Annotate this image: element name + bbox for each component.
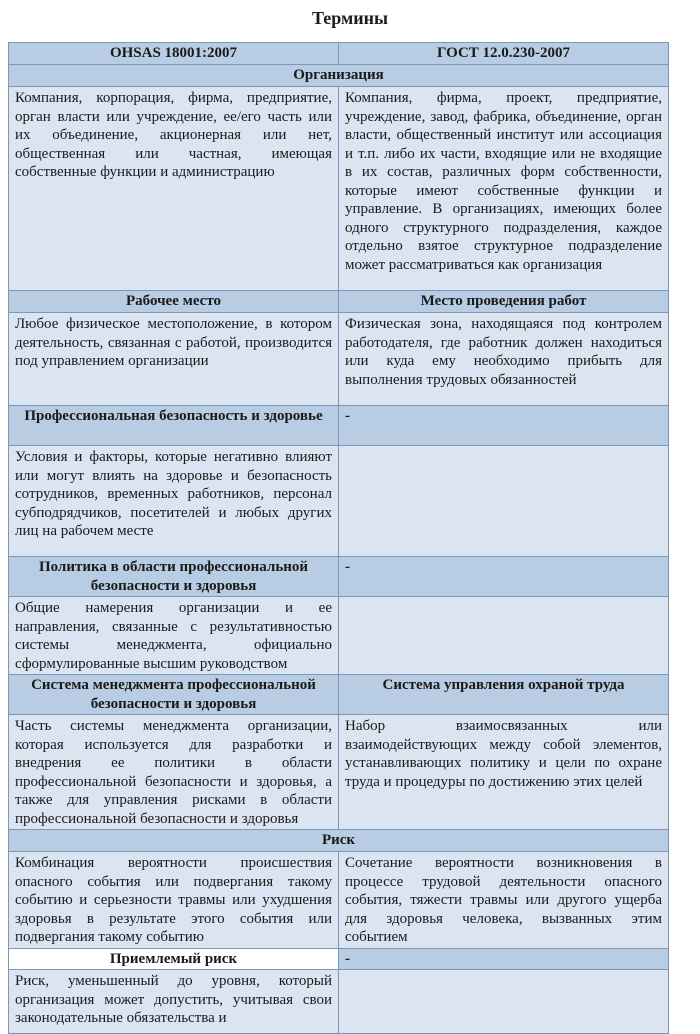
- definition-gost-policy: [339, 597, 669, 675]
- column-header-gost: ГОСТ 12.0.230-2007: [339, 43, 669, 65]
- term-gost-policy: -: [339, 557, 669, 597]
- definition-gost-workplace: Физическая зона, находящаяся под контролем работодателя, где работник должен находиться или куда ему необходимо прибыть для выполнения трудовых обязанностей: [339, 313, 669, 406]
- section-heading-risk: Риск: [9, 830, 669, 852]
- column-header-ohsas: OHSAS 18001:2007: [9, 43, 339, 65]
- section-heading-row: [9, 291, 669, 313]
- term-gost-ohs: -: [339, 406, 669, 446]
- table-header-row: [9, 43, 669, 65]
- table-row: [9, 313, 669, 406]
- section-heading-row: [9, 830, 669, 852]
- table-row: [9, 597, 669, 675]
- definition-ohsas-management-system: Часть системы менеджмента организации, которая используется для разработки и внедрения ее политики в области профессиональной безопасности и здоровья, а также для управления рисками в области профессиональной безопасности и здоровья: [9, 715, 339, 830]
- definition-ohsas-policy: Общие намерения организации и ее направления, связанные с результативностью системы менеджмента, официально сформулированные высшим руководством: [9, 597, 339, 675]
- definition-gost-ohs: [339, 446, 669, 557]
- section-heading-row: [9, 948, 669, 970]
- page-title: Термины: [311, 8, 389, 28]
- definition-gost-organization: Компания, фирма, проект, предприятие, учреждение, завод, фабрика, объединение, орган власти, общественный институт или ассоциация и т.п. либо их части, входящие или не входящие в их состав, различных форм собственности, которые имеют собственные функции и управление. В организациях, имеющих более одного структурного подразделения, каждое отдельно взятое структурное подразделение может рассматриваться как организация: [339, 87, 669, 291]
- table-row: [9, 87, 669, 291]
- section-heading-organization: Организация: [9, 65, 669, 87]
- definition-gost-management-system: Набор взаимосвязанных или взаимодействующих между собой элементов, устанавливающих политику и цели по охране труда и процедуры по достижению этих целей: [339, 715, 669, 830]
- table-row: [9, 715, 669, 830]
- definition-gost-acceptable-risk: [339, 970, 669, 1034]
- definition-ohsas-organization: Компания, корпорация, фирма, предприятие, орган власти или учреждение, ее/его часть или их объединение, акционерная или нет, общественная или частная, имеющая собственные функции и администрацию: [9, 87, 339, 291]
- table-row: [9, 446, 669, 557]
- table-row: [9, 970, 669, 1034]
- section-heading-row: [9, 406, 669, 446]
- term-ohsas-management-system: Система менеджмента профессиональной безопасности и здоровья: [9, 675, 339, 715]
- term-ohsas-workplace: Рабочее место: [9, 291, 339, 313]
- section-heading-row: [9, 65, 669, 87]
- definition-ohsas-acceptable-risk: Риск, уменьшенный до уровня, который организация может допустить, учитывая свои законодательные обязательства и: [9, 970, 339, 1034]
- definition-ohsas-workplace: Любое физическое местоположение, в котором деятельность, связанная с работой, производится под управлением организации: [9, 313, 339, 406]
- term-ohsas-acceptable-risk: Приемлемый риск: [9, 948, 339, 970]
- term-gost-workplace: Место проведения работ: [339, 291, 669, 313]
- definition-ohsas-risk: Комбинация вероятности происшествия опасного события или подвергания такому событию и серьезности травмы или ухудшения здоровья в результате этого события или подвергания такому событию: [9, 852, 339, 949]
- table-row: [9, 852, 669, 949]
- term-gost-management-system: Система управления охраной труда: [339, 675, 669, 715]
- term-gost-acceptable-risk: -: [339, 948, 669, 970]
- terms-table: [8, 42, 669, 1034]
- section-heading-row: [9, 557, 669, 597]
- definition-gost-risk: Сочетание вероятности возникновения в процессе трудовой деятельности опасного события, тяжести травмы или другого ущерба для здоровья человека, вызванных этим событием: [339, 852, 669, 949]
- term-ohsas-ohs: Профессиональная безопасность и здоровье: [9, 406, 339, 446]
- definition-ohsas-ohs: Условия и факторы, которые негативно влияют или могут влиять на здоровье и безопасность сотрудников, временных работников, персонал субподрядчиков, посетителей и любых других лиц на рабочем месте: [9, 446, 339, 557]
- section-heading-row: [9, 675, 669, 715]
- term-ohsas-policy: Политика в области профессиональной безопасности и здоровья: [9, 557, 339, 597]
